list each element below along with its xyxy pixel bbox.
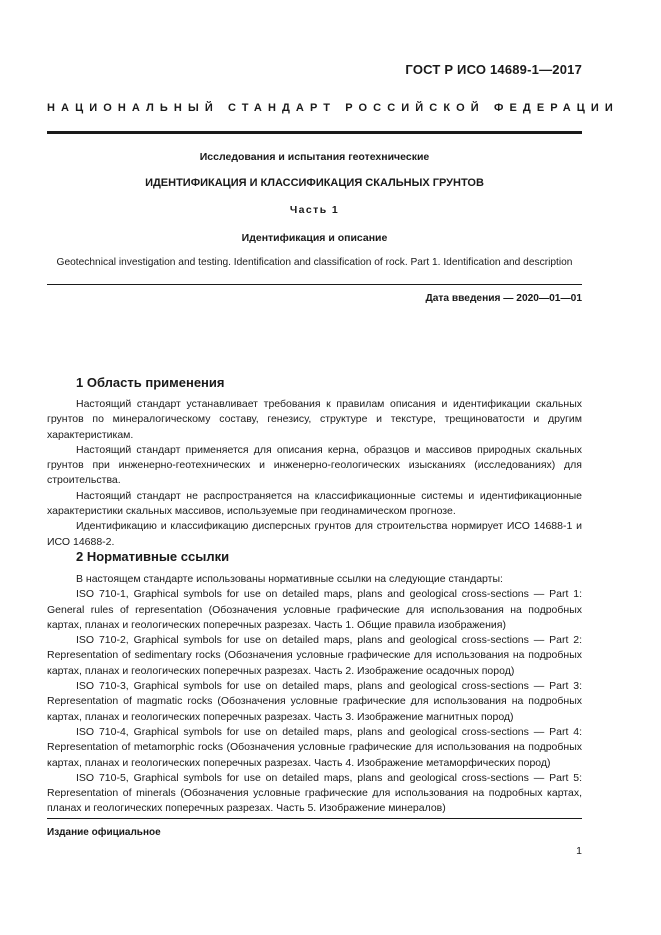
- document-subtitle: Идентификация и описание: [241, 232, 388, 244]
- footer-rule: [47, 818, 582, 819]
- paragraph: Настоящий стандарт не распространяется на классификационные системы и идентификационные характеристики скальных массивов, используемые при геодинамическом прогнозе.: [47, 489, 582, 518]
- document-title: ИДЕНТИФИКАЦИЯ И КЛАССИФИКАЦИЯ СКАЛЬНЫХ ГРУНТОВ: [145, 177, 484, 189]
- introduction-date: Дата введения — 2020—01—01: [425, 293, 582, 304]
- reference-item: ISO 710-1, Graphical symbols for use on detailed maps, plans and geological cross-sections — Part 1: General rules of representation (Обозначения условные графические для использования на подробных картах, планах и геологических поперечных разрезах. Часть 1. Общие правила изображения): [47, 588, 582, 631]
- paragraph: Идентификацию и классификацию дисперсных грунтов для строительства нормирует ИСО 14688-1 и ИСО 14688-2.: [47, 520, 582, 548]
- part-label: Часть 1: [289, 204, 340, 216]
- reference-item: ISO 710-3, Graphical symbols for use on detailed maps, plans and geological cross-sections — Part 3: Representation of magmatic rocks (Обозначения условные графические для использования на подробных картах, планах и геологических поперечных разрезах. Часть 3. Изображение магнитных пород): [47, 680, 582, 723]
- section-2-body: [47, 572, 582, 817]
- document-code: ГОСТ Р ИСО 14689-1—2017: [405, 62, 582, 77]
- edition-label: Издание официальное: [47, 827, 161, 838]
- reference-item: ISO 710-5, Graphical symbols for use on detailed maps, plans and geological cross-sections — Part 5: Representation of minerals (Обозначения условные графические для использования на подробных картах, планах и геологических поперечных разрезах. Часть 5. Изображение минералов): [47, 771, 582, 815]
- paragraph: В настоящем стандарте использованы нормативные ссылки на следующие стандарты:: [76, 573, 503, 585]
- title-block-rule: [47, 284, 582, 285]
- series-title: Исследования и испытания геотехнические: [199, 151, 430, 163]
- reference-item: ISO 710-4, Graphical symbols for use on detailed maps, plans and geological cross-sections — Part 4: Representation of metamorphic rocks (Обозначения условные графические для использования на подробных картах, планах и геологических поперечных разрезах. Часть 4. Изображение метаморфических пород): [47, 725, 582, 769]
- paragraph: Настоящий стандарт устанавливает требования к правилам описания и идентификации скальных грунтов по минералогическому составу, генезису, структуре и текстуре, трещиноватости и другим характеристикам.: [47, 398, 582, 441]
- english-title: Geotechnical investigation and testing. Identification and classification of rock. Part 1. Identification and description: [56, 257, 573, 268]
- national-standard-banner: НАЦИОНАЛЬНЫЙ СТАНДАРТ РОССИЙСКОЙ ФЕДЕРАЦИИ: [47, 102, 619, 114]
- section-2-heading: 2 Нормативные ссылки: [76, 549, 230, 564]
- paragraph: Настоящий стандарт применяется для описания керна, образцов и массивов природных скальных грунтов при инженерно-геотехнических и инженерно-геологических изысканиях (исследованиях) для строительства.: [47, 443, 582, 487]
- section-1-heading: 1 Область применения: [76, 375, 225, 390]
- page-number: 1: [576, 845, 582, 857]
- section-1-body: [47, 397, 582, 550]
- header-rule: [47, 131, 582, 134]
- reference-item: ISO 710-2, Graphical symbols for use on detailed maps, plans and geological cross-sections — Part 2: Representation of sedimentary rocks (Обозначения условные графические для использования на подробных картах, планах и геологических поперечных разрезах. Часть 2. Изображение осадочных пород): [47, 634, 582, 677]
